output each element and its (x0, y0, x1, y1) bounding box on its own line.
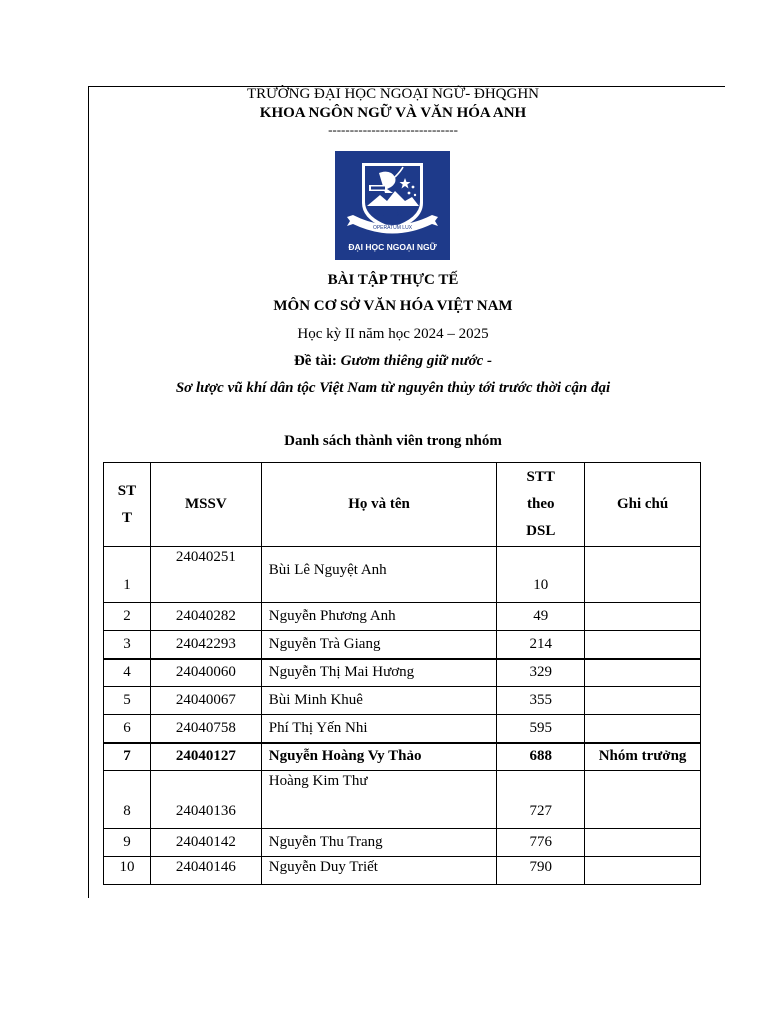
cell-name: Nguyễn Trà Giang (261, 631, 497, 659)
cell-mssv: 24040142 (150, 829, 261, 857)
cell-stt: 7 (104, 743, 151, 771)
cell-stt: 8 (104, 771, 151, 829)
topic-line (88, 353, 698, 370)
page-left-border (88, 86, 89, 898)
cell-name: Nguyễn Thu Trang (261, 829, 497, 857)
header-name: Họ và tên (261, 463, 497, 547)
cell-dsl: 790 (497, 857, 585, 885)
cell-dsl: 10 (497, 547, 585, 603)
header-separator: ------------------------------ (328, 122, 458, 137)
table-row (104, 857, 701, 885)
cell-dsl: 214 (497, 631, 585, 659)
cell-name: Bùi Minh Khuê (261, 687, 497, 715)
logo-ribbon-text: OPERATUM LUX (372, 225, 413, 231)
cell-stt: 10 (104, 857, 151, 885)
cell-dsl: 727 (497, 771, 585, 829)
cell-name: Nguyễn Duy Triết (261, 857, 497, 885)
cell-note (585, 771, 701, 829)
cell-name: Phí Thị Yến Nhi (261, 715, 497, 743)
cell-name: Nguyễn Hoàng Vy Thảo (261, 743, 497, 771)
cell-mssv: 24042293 (150, 631, 261, 659)
cell-note (585, 659, 701, 687)
cell-note (585, 829, 701, 857)
cell-name: Nguyễn Phương Anh (261, 603, 497, 631)
topic-label: Đề tài: (293, 353, 341, 369)
assignment-title: BÀI TẬP THỰC TẾ (327, 272, 459, 288)
table-row (104, 603, 701, 631)
table-row (104, 715, 701, 743)
cell-dsl: 688 (497, 743, 585, 771)
table-row (104, 771, 701, 829)
table-row (104, 687, 701, 715)
logo-banner-text: ULIS (382, 208, 403, 218)
semester-line: Học kỳ II năm học 2024 – 2025 (297, 326, 489, 342)
university-name: TRƯỜNG ĐẠI HỌC NGOẠI NGỮ- ĐHQGHN (246, 86, 539, 102)
cell-stt: 5 (104, 687, 151, 715)
cell-mssv: 24040136 (150, 771, 261, 829)
cell-mssv: 24040067 (150, 687, 261, 715)
table-row (104, 829, 701, 857)
cell-dsl: 49 (497, 603, 585, 631)
member-list-title: Danh sách thành viên trong nhóm (284, 433, 502, 449)
cell-dsl: 355 (497, 687, 585, 715)
cell-note (585, 857, 701, 885)
cell-stt: 1 (104, 547, 151, 603)
cell-mssv: 24040127 (150, 743, 261, 771)
cell-dsl: 776 (497, 829, 585, 857)
table-row-leader (104, 743, 701, 771)
topic-subtitle: Sơ lược vũ khí dân tộc Việt Nam từ nguyên thủy tới trước thời cận đại (175, 380, 611, 396)
cell-mssv: 24040251 (150, 547, 261, 603)
cell-name: Nguyễn Thị Mai Hương (261, 659, 497, 687)
cell-dsl: 595 (497, 715, 585, 743)
cell-stt: 9 (104, 829, 151, 857)
table-row (104, 659, 701, 687)
cell-mssv: 24040060 (150, 659, 261, 687)
cell-dsl: 329 (497, 659, 585, 687)
cell-note (585, 631, 701, 659)
topic-title: Gươm thiêng giữ nước - (340, 353, 493, 369)
cell-note (585, 687, 701, 715)
cell-stt: 6 (104, 715, 151, 743)
cell-mssv: 24040146 (150, 857, 261, 885)
header-mssv: MSSV (150, 463, 261, 547)
cell-mssv: 24040758 (150, 715, 261, 743)
cell-note (585, 715, 701, 743)
faculty-name: KHOA NGÔN NGỮ VÀ VĂN HÓA ANH (259, 105, 527, 121)
course-title: MÔN CƠ SỞ VĂN HÓA VIỆT NAM (273, 298, 513, 314)
header-dsl: STT theo DSL (497, 463, 585, 547)
cell-name: Bùi Lê Nguyệt Anh (261, 547, 497, 603)
cell-note (585, 547, 701, 603)
cell-stt: 2 (104, 603, 151, 631)
table-row (104, 631, 701, 659)
cell-stt: 3 (104, 631, 151, 659)
logo-caption: ĐẠI HỌC NGOẠI NGỮ (348, 242, 437, 252)
table-header-row (104, 463, 701, 547)
cell-mssv: 24040282 (150, 603, 261, 631)
header-stt: ST T (104, 463, 151, 547)
header-note: Ghi chú (585, 463, 701, 547)
cell-note (585, 603, 701, 631)
member-table (103, 462, 701, 885)
cell-note: Nhóm trưởng (585, 743, 701, 771)
table-row (104, 547, 701, 603)
cell-stt: 4 (104, 659, 151, 687)
university-logo (335, 151, 450, 260)
cell-name: Hoàng Kim Thư (261, 771, 497, 829)
